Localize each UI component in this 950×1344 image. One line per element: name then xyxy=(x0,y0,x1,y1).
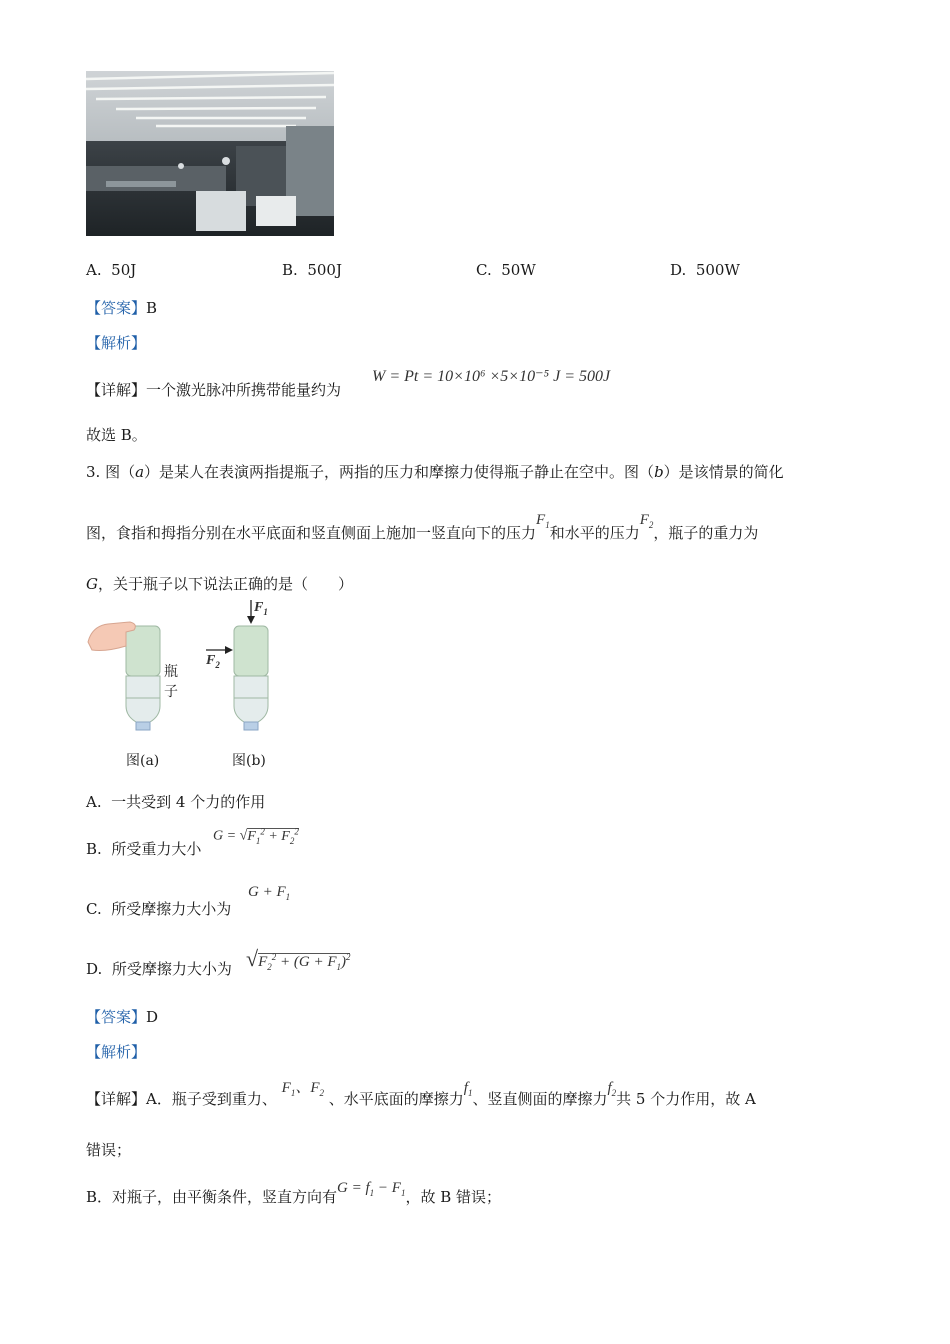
q3-option-c: C. 所受摩擦力大小为 xyxy=(86,900,232,918)
q3-option-d-formula: $√F_2^2 + (G + F_1)^2$ xyxy=(246,946,351,972)
q2-analysis-tag: 【解析】 xyxy=(86,334,147,352)
q2-option-a: A. 50J xyxy=(86,261,137,279)
q3-analysis-tag: 【解析】 xyxy=(86,1043,147,1061)
answer-tag: 【答案】 xyxy=(86,299,147,317)
q2-conclusion: 故选 B。 xyxy=(86,426,147,444)
q3-stem-line1: 3. 图（a）是某人在表演两指提瓶子，两指的压力和摩擦力使得瓶子静止在空中。图（b）是该情景的简化 xyxy=(86,463,784,481)
q3-detail-a-end: 错误； xyxy=(86,1141,132,1159)
bottle-label: 瓶子 xyxy=(164,664,178,700)
q3-option-b-formula: $G = √F_1^2 + F_2^2$ xyxy=(213,826,299,846)
q2-formula: W = Pt = 10×10⁶ ×5×10⁻⁵ J = 500J xyxy=(372,368,611,385)
q3-option-d: D. 所受摩擦力大小为 xyxy=(86,960,232,978)
fig-f1-label: $F_1$ xyxy=(254,600,268,617)
figure-a-caption: 图(a) xyxy=(126,753,160,769)
q2-option-b: B. 500J xyxy=(282,261,342,279)
bottle-figure xyxy=(86,598,286,778)
q2-answer: 【答案】B xyxy=(86,299,158,317)
fig-f2-label: $F_2$ xyxy=(206,653,220,670)
f2-symbol: $F_2$ xyxy=(639,512,654,530)
q3-answer: 【答案】D xyxy=(86,1008,159,1026)
laser-lab-photo xyxy=(86,71,334,236)
f1-symbol: $F_1$ xyxy=(536,512,550,530)
bottle-b xyxy=(234,626,268,730)
figure-b-caption: 图(b) xyxy=(232,753,266,769)
q3-option-b: B. 所受重力大小 xyxy=(86,840,202,858)
q3-stem-line2: 图，食指和拇指分别在水平底面和竖直侧面上施加一竖直向下的压力$F_1$和水平的压力$F_2$，瓶子的重力为 xyxy=(86,512,759,542)
q2-detail: 【详解】一个激光脉冲所携带能量约为 xyxy=(86,381,342,399)
bottle-a xyxy=(88,622,160,730)
q2-option-c: C. 50W xyxy=(476,261,536,279)
q3-option-c-formula: $G + F_1$ xyxy=(248,884,291,902)
q3-stem-line3: G，关于瓶子以下说法正确的是（ ） xyxy=(86,575,353,593)
q3-option-a: A. 一共受到 4 个力的作用 xyxy=(86,793,266,811)
q3-detail-a: 【详解】A．瓶子受到重力、 $F_1$、$F_2$ 、水平底面的摩擦力$f_1$、竖直侧面的摩擦力$f_2$共 5 个力作用，故 A xyxy=(86,1080,756,1108)
q3-detail-b: B．对瓶子，由平衡条件，竖直方向有$G = f_1 - F_1$，故 B 错误； xyxy=(86,1180,502,1206)
q2-option-d: D. 500W xyxy=(670,261,740,279)
